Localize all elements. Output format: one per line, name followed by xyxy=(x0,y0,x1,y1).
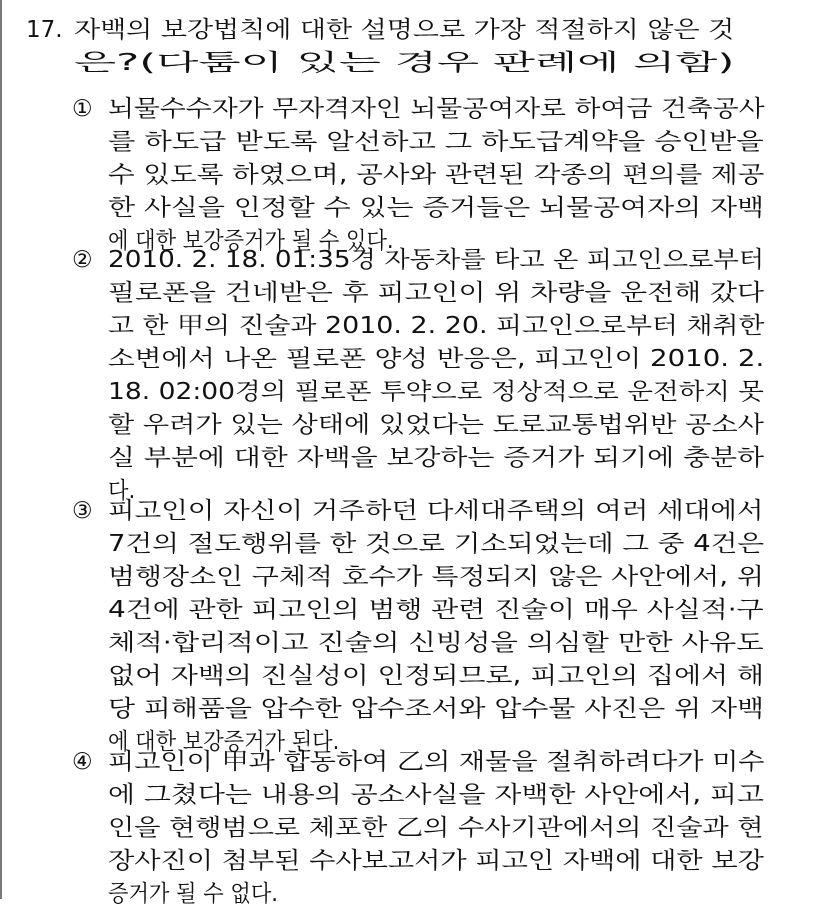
option-text-line: 뇌물수수자가 무자격자인 뇌물공여자로 하여금 건축공사 xyxy=(108,96,765,122)
option-2-marker: ② xyxy=(72,247,93,273)
option-text-line: 수 있도록 하였으며, 공사와 관련된 각종의 편의를 제공 xyxy=(108,162,765,188)
option-text-line: 에 그쳤다는 내용의 공소사실을 자백한 사안에서, 피고 xyxy=(108,782,764,808)
question-text-line: 자백의 보강법칙에 대한 설명으로 가장 적절하지 않은 것 xyxy=(74,17,735,43)
option-text-line: 없어 자백의 진실성이 인정되므로, 피고인의 집에서 해 xyxy=(108,663,764,689)
option-text-line: 7건의 절도행위를 한 것으로 기소되었는데 그 중 4건은 xyxy=(108,531,765,557)
option-text-line: 인을 현행범으로 체포한 乙의 수사기관에서의 진술과 현 xyxy=(108,815,764,841)
option-text-line: 4건에 관한 피고인의 범행 관련 진술이 매우 사실적·구 xyxy=(108,597,764,623)
option-text-line: 고 한 甲의 진술과 2010. 2. 20. 피고인으로부터 채취한 xyxy=(108,313,765,339)
option-text-line: 실 부분에 대한 자백을 보강하는 증거가 되기에 충분하 xyxy=(108,445,764,471)
option-text-line: 필로폰을 건네받은 후 피고인이 위 차량을 운전해 갔다 xyxy=(108,280,764,306)
option-text-line: 18. 02:00경의 필로폰 투약으로 정상적으로 운전하지 못 xyxy=(108,379,764,405)
option-text-line: 피고인이 자신이 거주하던 다세대주택의 여러 세대에서 xyxy=(108,498,764,524)
option-text-line: 체적·합리적이고 진술의 신빙성을 의심할 만한 사유도 xyxy=(108,630,764,656)
option-text-line: 당 피해품을 압수한 압수조서와 압수물 사진은 위 자백 xyxy=(108,696,764,722)
option-text-line: 증거가 될 수 없다. xyxy=(108,881,278,907)
option-3-marker: ③ xyxy=(72,498,93,524)
option-text-line: 에 대한 보강증거가 될 수 있다. xyxy=(108,228,394,254)
option-text-line: 한 사실을 인정할 수 있는 증거들은 뇌물공여자의 자백 xyxy=(108,195,764,221)
option-text-line: 다. xyxy=(108,478,136,504)
option-4-marker: ④ xyxy=(72,749,93,775)
option-text-line: 장사진이 첨부된 수사보고서가 피고인 자백에 대한 보강 xyxy=(108,848,764,874)
option-text-line: 를 하도급 받도록 알선하고 그 하도급계약을 승인받을 xyxy=(108,129,764,155)
option-text-line: 할 우려가 있는 상태에 있었다는 도로교통법위반 공소사 xyxy=(108,412,764,438)
option-1-marker: ① xyxy=(72,96,93,122)
question-number: 17. xyxy=(26,17,63,43)
option-text-line: 2010. 2. 18. 01:35경 자동차를 타고 온 피고인으로부터 xyxy=(108,247,765,273)
question-text-line: 은?(다툼이 있는 경우 판례에 의함) xyxy=(74,50,735,76)
option-text-line: 에 대한 보강증거가 된다. xyxy=(108,729,340,755)
option-text-line: 소변에서 나온 필로폰 양성 반응은, 피고인이 2010. 2. xyxy=(108,346,765,372)
option-text-line: 피고인이 甲과 합동하여 乙의 재물을 절취하려다가 미수 xyxy=(108,749,765,775)
option-text-line: 범행장소인 구체적 호수가 특정되지 않은 사안에서, 위 xyxy=(108,564,764,590)
